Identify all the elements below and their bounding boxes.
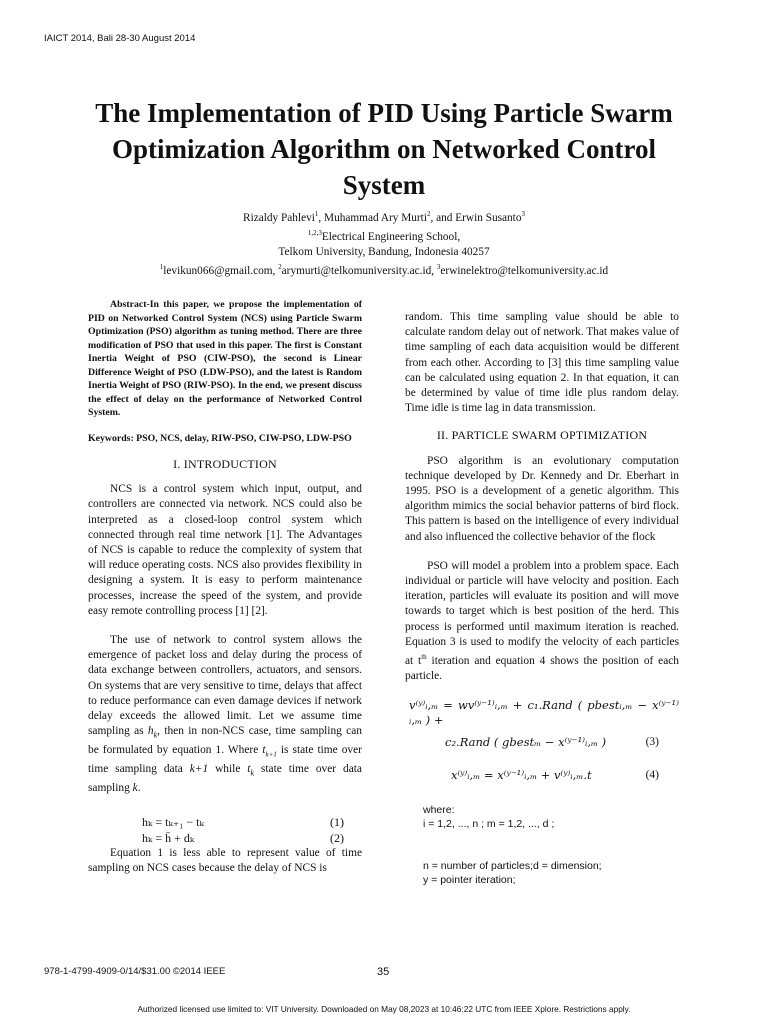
author-block	[90, 207, 678, 278]
equation-1: hₖ = tₖ₊₁ − tₖ (1)	[142, 814, 344, 829]
section-heading-introduction: I. INTRODUCTION	[173, 457, 277, 471]
equation-2: hₖ = h̄ + dₖ (2)	[142, 830, 344, 845]
right-column	[405, 310, 679, 887]
author-affiliation: $^{1,2,3}$Electrical Engineering School,	[307, 228, 461, 243]
paper-title: The Implementation of PID Using Particle Swarm Optimization Algorithm on Networked Control System	[95, 98, 673, 200]
page-number: 35	[377, 966, 390, 978]
pso-paragraph-1: PSO algorithm is an evolutionary computation technique developed by Dr. Kennedy and Dr. Eberhart in 1995. PSO is a development of a genetic algorithm. This algorithm mimics the social behavior patterns of bird flock. This pattern is based on the intelligence of every individual and also influenced the collective behavior of the flock	[405, 454, 679, 543]
pso-paragraph-2: PSO will model a problem into a problem space. Each individual or particle will have velocity and position. Each iteration, particles will evaluate its position and will move towards to target which is best position of the herd. This process is performed until maximum iteration is reached. Equation 3 is used to modify the velocity of each particles at $t^{th}$ iteration and equation 4 shows the position of each particle.	[405, 559, 680, 683]
keywords: Keywords: PSO, NCS, delay, RIW-PSO, CIW-PSO, LDW-PSO	[88, 432, 352, 444]
where-block: where: i = 1,2, ..., n ; m = 1,2, ..., d ; n = number of particles;d = dimension; y = pointer iteration;	[423, 804, 602, 887]
intro-paragraph-3: Equation 1 is less able to represent value of time sampling on NCS cases because the delay of NCS is	[88, 846, 362, 875]
intro-paragraph-2: The use of network to control system allows the emergence of packet loss and delay during the process of data exchange between controllers, actuators, and sensors. On systems that are very sensitive to time, delays that affect to reduce performance can even damage devices if network delay exceeds the allowed limit. Let we assume time sampling as $h_k$, then in non-NCS case, time sampling can be formulated by equation 1. Where $t_{k+1}$ is state time over time sampling data k+1 while $t_k$ state time over data sampling k.	[88, 634, 362, 794]
author-names: Rizaldy Pahlevi$^1$, Muhammad Ary Murti$^2$, and Erwin Susanto$^3$	[243, 210, 525, 224]
authorized-use-notice: Authorized licensed use limited to: VIT University. Downloaded on May 08,2023 at 10:46:22 UTC from IEEE Xplore. Restrictions apply.	[137, 1004, 631, 1014]
abstract: Abstract-In this paper, we propose the implementation of PID on Networked Control System (NCS) using Particle Swarm Optimization (PSO) algorithm as tuning method. There are three modification of PSO that used in this paper. The first is Constant Inertia Weight of PSO (CIW-PSO), the second is Linear Difference Weight of PSO (LDW-PSO), and the latest is Random Inertia Weight of PSO (RIW-PSO). In the end, we present discuss the effect of delay on the performance of Networked Control System.	[88, 299, 362, 418]
author-affiliation-address: Telkom University, Bandung, Indonesia 40257	[278, 245, 490, 258]
left-column	[88, 298, 362, 876]
author-emails: $^1$levikun066@gmail.com, $^2$arymurti@telkomuniversity.ac.id, $^3$erwinelektro@telkomuniversity.ac.id	[159, 262, 609, 277]
right-paragraph-1: random. This time sampling value should be able to calculate random delay out of network. That makes value of time sampling of each data acquisition would be different from each other. According to [3] this time sampling value can be calculated using equation 2. In that equation, it can be determined by value of time idle plus random delay. Time idle is time lag in data transmission.	[405, 311, 679, 415]
equation-3: v⁽ʸ⁾ᵢ,ₘ = wv⁽ʸ⁻¹⁾ᵢ,ₘ + c₁.Rand ( pbestᵢ,ₘ − x⁽ʸ⁻¹⁾ᵢ,ₘ ) + c₂.Rand ( gbestₘ − x⁽ʸ⁻¹⁾ᵢ,ₘ ) (3)	[409, 698, 679, 749]
section-heading-pso: II. PARTICLE SWARM OPTIMIZATION	[436, 428, 648, 443]
footer-isbn: 978-1-4799-4909-0/14/$31.00 ©2014 IEEE	[44, 966, 226, 977]
conference-header: IAICT 2014, Bali 28-30 August 2014	[44, 33, 196, 44]
intro-paragraph-1: NCS is a control system which input, output, and controllers are connected via network. NCS could also be interpreted as a closed-loop control system which connected through real time network [1]. The Advantages of NCS is capable to reduce the complexity of system that will reduce operating costs. NCS also provides flexibility in designing a system. It is easy to perform maintenance processes, increase the speed of the system, and provide easy remote controlling process [1] [2].	[88, 483, 362, 617]
equation-4: x⁽ʸ⁾ᵢ,ₘ = x⁽ʸ⁻¹⁾ᵢ,ₘ + v⁽ʸ⁾ᵢ,ₘ.t (4)	[451, 767, 659, 782]
equations-1-2	[88, 814, 362, 846]
